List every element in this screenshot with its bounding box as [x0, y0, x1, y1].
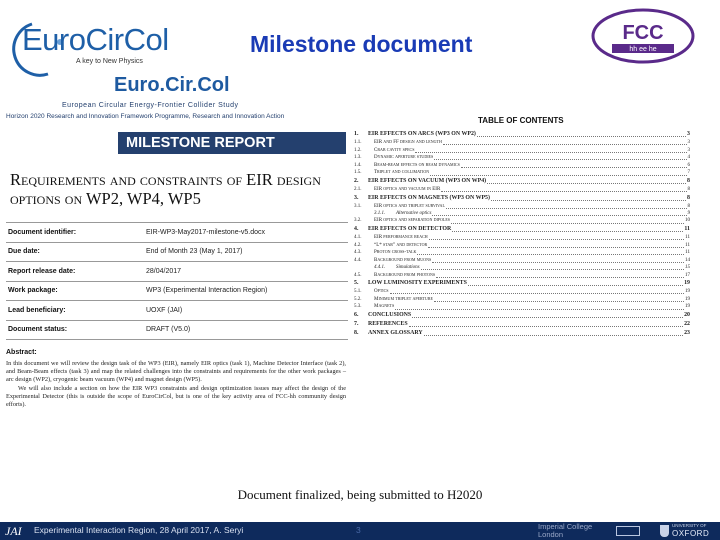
toc-text: Crab cavity specs	[374, 147, 415, 153]
toc-number: 1.5.	[354, 170, 362, 176]
toc-text: EIR optics and triplet survival	[374, 203, 445, 209]
doc-brand-subtitle: European Circular Energy-Frontier Collider Study	[62, 102, 239, 109]
toc-number: 4.1.	[354, 234, 362, 240]
toc-leader	[434, 159, 686, 160]
toc-leader	[461, 167, 687, 168]
toc-entry[interactable]	[354, 162, 690, 170]
toc-leader	[434, 301, 684, 302]
toc-text: EIR performance reach	[374, 234, 428, 240]
doc-brand: Euro.Cir.Col	[114, 74, 230, 96]
toc-entry[interactable]	[354, 329, 690, 338]
meta-row	[6, 242, 348, 262]
toc-text: Triplet and collimation	[374, 170, 430, 176]
toc-page: 8	[687, 177, 690, 184]
toc-entry[interactable]	[354, 225, 690, 234]
footer-bar	[0, 522, 720, 540]
meta-key: Report release date:	[6, 262, 146, 282]
toc-page: 8	[687, 203, 690, 209]
meta-row	[6, 320, 348, 340]
slide-title: Milestone document	[250, 31, 473, 57]
toc-leader	[390, 293, 684, 294]
imperial-line-2: London	[538, 530, 564, 539]
footer-text: Experimental Interaction Region, 28 April 2017, A. Seryi	[34, 525, 244, 535]
toc-leader	[432, 215, 686, 216]
toc-number: 1.4.	[354, 162, 362, 168]
toc-entry[interactable]	[354, 272, 690, 280]
fcc-logo-sub: hh ee he	[629, 46, 657, 53]
toc-entry[interactable]	[354, 234, 690, 242]
toc-number: 4.2.	[354, 242, 362, 248]
toc-page: 11	[685, 250, 690, 256]
toc-entry[interactable]	[354, 194, 690, 203]
toc-page: 10	[685, 218, 690, 224]
abstract-text	[6, 360, 346, 409]
toc-number: 1.2.	[354, 147, 362, 153]
toc-text: “L* star” and detector	[374, 242, 428, 248]
toc-page: 11	[684, 225, 690, 232]
toc-number: 5.1.	[354, 289, 362, 295]
toc-entry[interactable]	[354, 296, 690, 304]
toc-leader	[452, 231, 683, 232]
toc-entry[interactable]	[354, 154, 690, 162]
toc-entry[interactable]	[354, 147, 690, 155]
oxford-crest-icon	[660, 525, 669, 537]
toc-leader	[409, 326, 684, 327]
toc-entry[interactable]	[354, 257, 690, 265]
toc-number: 4.4.1.	[374, 265, 386, 271]
table-of-contents	[354, 130, 690, 338]
milestone-document-image	[2, 74, 702, 476]
toc-number: 5.2.	[354, 296, 362, 302]
toc-entry[interactable]	[354, 303, 690, 311]
toc-leader	[477, 136, 686, 137]
meta-key: Due date:	[6, 242, 146, 262]
eurocircol-logo	[4, 18, 169, 80]
toc-leader	[491, 200, 686, 201]
toc-page: 11	[685, 234, 690, 240]
toc-leader	[415, 152, 686, 153]
toc-entry[interactable]	[354, 288, 690, 296]
toc-leader	[395, 309, 684, 310]
abstract-paragraph: In this document we will review the design task of the WP3 (EIR), namely EIR optics (task 1), Machine Detector Interface (task 2), and Beam-Beam effects (task 3) and map the related challenges into the constraints and requirements for the other work packages – arc design (WP2), cryogenic beam vacuum (WP4) and magnet design (WP5).	[6, 360, 346, 384]
toc-number: 1.	[354, 131, 359, 137]
toc-entry[interactable]	[354, 242, 690, 250]
toc-number: 3.	[354, 194, 359, 201]
meta-key: Document status:	[6, 320, 146, 340]
toc-entry[interactable]	[354, 320, 690, 329]
toc-title: TABLE OF CONTENTS	[478, 116, 564, 125]
toc-entry[interactable]	[354, 139, 690, 147]
toc-leader	[487, 183, 686, 184]
toc-page: 7	[687, 170, 690, 176]
milestone-report-band: MILESTONE REPORT	[118, 132, 346, 154]
toc-text: Dynamic aperture studies	[374, 155, 434, 161]
toc-page: 20	[684, 311, 690, 318]
toc-entry[interactable]	[354, 279, 690, 288]
toc-leader	[428, 247, 684, 248]
toc-text: Magnets	[374, 304, 395, 310]
toc-number: 2.1.	[354, 186, 362, 192]
toc-leader	[468, 285, 683, 286]
meta-row	[6, 281, 348, 301]
toc-number: 6.	[354, 311, 359, 318]
meta-key: Work package:	[6, 281, 146, 301]
toc-page: 19	[685, 289, 690, 295]
toc-text: Background from photons	[374, 272, 436, 278]
toc-page: 17	[685, 272, 690, 278]
toc-leader	[417, 254, 684, 255]
meta-value: WP3 (Experimental Interaction Region)	[146, 281, 348, 301]
toc-entry[interactable]	[354, 210, 690, 217]
imperial-line-1: Imperial College	[538, 522, 593, 531]
toc-entry[interactable]	[354, 264, 690, 271]
royal-holloway-logo-icon	[616, 526, 640, 536]
fcc-logo-text: FCC	[622, 22, 664, 44]
toc-leader	[412, 317, 683, 318]
toc-number: 1.3.	[354, 155, 362, 161]
toc-page: 8	[687, 186, 690, 192]
toc-text: EIR and FF design and length	[374, 140, 442, 145]
toc-page: 11	[685, 242, 690, 248]
toc-leader	[436, 277, 684, 278]
abstract-title: Abstract:	[6, 349, 37, 356]
toc-number: 5.	[354, 280, 359, 287]
toc-entry[interactable]	[354, 203, 690, 211]
toc-text: Simulations	[396, 265, 420, 271]
toc-leader	[421, 269, 684, 270]
doc-heading: Requirements and constraints of EIR design options on WP2, WP4, WP5	[10, 170, 321, 208]
toc-number: 5.3.	[354, 304, 362, 310]
toc-leader	[430, 175, 686, 176]
jai-logo-text: JAI	[5, 524, 22, 538]
toc-number: 7.	[354, 320, 359, 327]
toc-number: 1.1.	[354, 140, 362, 145]
toc-text: Alternative optics	[396, 211, 432, 217]
document-meta-table	[6, 222, 348, 340]
toc-page: 6	[687, 162, 690, 168]
eurocircol-logo-text: EuroCirCol	[22, 22, 169, 57]
toc-page: 23	[684, 329, 690, 336]
toc-page: 14	[685, 257, 690, 263]
toc-page: 19	[685, 304, 690, 310]
toc-number: 2.	[354, 177, 359, 184]
toc-leader	[432, 262, 684, 263]
toc-entry[interactable]	[354, 177, 690, 186]
toc-number: 4.	[354, 225, 359, 232]
toc-page: 3	[687, 147, 690, 153]
toc-text: Background from muons	[374, 257, 432, 263]
jai-logo-icon	[4, 524, 28, 538]
meta-value: 28/04/2017	[146, 262, 348, 282]
meta-row	[6, 301, 348, 321]
toc-page: 22	[684, 320, 690, 327]
toc-page: 19	[684, 280, 690, 287]
toc-page: 3	[687, 131, 690, 137]
toc-page: 4	[687, 155, 690, 161]
doc-brand-programme: Horizon 2020 Research and Innovation Framework Programme, Research and Innovation Action	[6, 113, 285, 120]
toc-entry[interactable]	[354, 249, 690, 257]
toc-number: 3.1.	[354, 203, 362, 209]
toc-text: Minimum triplet aperture	[374, 296, 433, 302]
toc-text: EIR EFFECTS ON DETECTOR	[368, 225, 452, 232]
toc-page: 9	[687, 211, 690, 217]
fcc-logo	[590, 8, 696, 64]
toc-number: 3.1.1.	[374, 211, 386, 217]
toc-number: 4.4.	[354, 257, 362, 263]
toc-entry[interactable]	[354, 311, 690, 320]
meta-value: EIR-WP3-May2017-milestone-v5.docx	[146, 223, 348, 243]
toc-leader	[424, 335, 683, 336]
meta-row	[6, 223, 348, 243]
imperial-college-logo	[538, 523, 592, 539]
meta-key: Lead beneficiary:	[6, 301, 146, 321]
toc-leader	[429, 239, 684, 240]
meta-row	[6, 262, 348, 282]
toc-page: 8	[687, 194, 690, 201]
toc-text: Proton cross-talk	[374, 250, 417, 256]
toc-number: 3.2.	[354, 218, 362, 224]
meta-key: Document identifier:	[6, 223, 146, 243]
toc-leader	[451, 223, 684, 224]
oxford-logo	[660, 523, 718, 539]
toc-page: 3	[687, 140, 690, 145]
toc-number: 4.5.	[354, 272, 362, 278]
toc-number: 8.	[354, 329, 359, 336]
eurocircol-tagline: A key to New Physics	[76, 58, 143, 65]
toc-text: EIR optics and vacuum in EIR	[374, 186, 441, 192]
toc-entry[interactable]	[354, 217, 690, 225]
toc-text: EIR EFFECTS ON VACUUM (WP3 ON WP4)	[368, 177, 487, 184]
toc-leader	[446, 208, 687, 209]
toc-text: Optics	[374, 289, 389, 295]
toc-text: EIR EFFECTS ON ARCS (WP3 ON WP2)	[368, 131, 476, 137]
oxford-main: OXFORD	[672, 529, 710, 538]
toc-page: 15	[685, 265, 690, 271]
toc-text: REFERENCES	[368, 320, 408, 327]
page-number: 3	[356, 525, 361, 535]
toc-text: EIR EFFECTS ON MAGNETS (WP3 ON WP5)	[368, 194, 490, 201]
oxford-top: UNIVERSITY OF	[672, 523, 707, 528]
toc-leader	[443, 144, 687, 145]
toc-text: ANNEX GLOSSARY	[368, 329, 423, 336]
slide-caption: Document finalized, being submitted to H2020	[237, 487, 483, 502]
abstract-paragraph: We will also include a section on how the EIR WP3 constraints and design optimization issues may affect the design of the Experimental Detector (this is outside the scope of EuroCirCol, but is one of the key activity area of FCC-hh community design efforts).	[6, 384, 346, 409]
toc-page: 19	[685, 296, 690, 302]
toc-text: LOW LUMINOSITY EXPERIMENTS	[368, 280, 467, 287]
meta-value: DRAFT (V5.0)	[146, 320, 348, 340]
meta-value: End of Month 23 (May 1, 2017)	[146, 242, 348, 262]
toc-text: Beam-beam effects on beam dynamics	[374, 162, 460, 168]
toc-text: CONCLUSIONS	[368, 311, 412, 318]
toc-leader	[441, 191, 686, 192]
toc-entry[interactable]	[354, 169, 690, 177]
toc-entry[interactable]	[354, 186, 690, 194]
toc-text: EIR optics and separation dipoles	[374, 218, 451, 224]
meta-value: UOXF (JAI)	[146, 301, 348, 321]
toc-entry[interactable]	[354, 130, 690, 139]
toc-number: 4.3.	[354, 250, 362, 256]
